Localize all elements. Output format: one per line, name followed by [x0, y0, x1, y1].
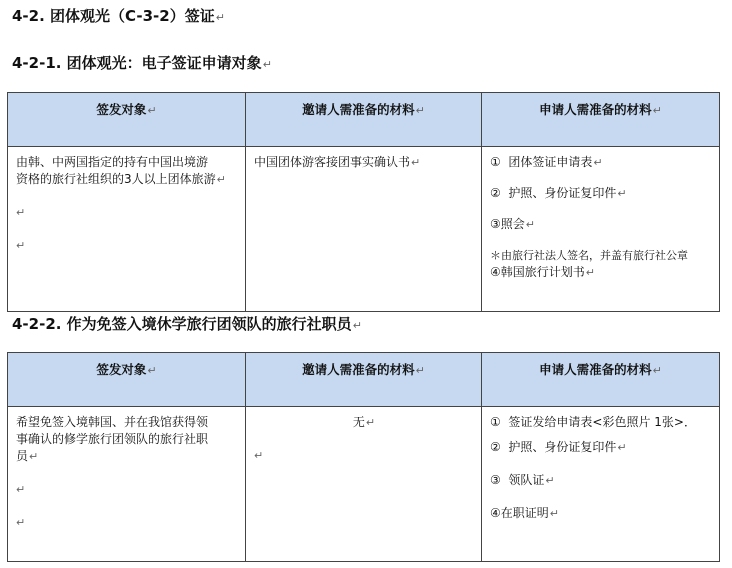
paragraph-mark-icon: ↵ [262, 58, 272, 71]
applicant-material-note: ＊由旅行社法人签名，并盖有旅行社公章 [490, 249, 688, 262]
applicant-material-item: ① 团体签证申请表↵ [490, 155, 603, 169]
paragraph-mark-icon: ↵ [16, 483, 26, 496]
requirements-table-study-tour-leader [7, 352, 720, 562]
issue-target-line: 由韩、中两国指定的持有中国出境游 [16, 155, 209, 169]
section-heading-4-2: 4-2. 团体观光（C-3-2）签证↵ [12, 7, 225, 25]
paragraph-mark-icon: ↵ [352, 319, 362, 332]
inviter-materials-cell [246, 147, 482, 312]
table-row [8, 147, 720, 312]
paragraph-mark-icon: ↵ [16, 206, 26, 219]
applicant-material-item: ③照会↵ [490, 217, 535, 231]
applicant-material-item: ④在职证明↵ [490, 506, 559, 520]
inviter-material-item: 中国团体游客接团事实确认书↵ [254, 155, 421, 169]
applicant-material-item: ④韩国旅行计划书↵ [490, 265, 595, 279]
header-inviter-materials: 邀请人需准备的材料↵ [246, 353, 482, 407]
issue-target-line: 资格的旅行社组织的3人以上团体旅游↵ [16, 172, 226, 186]
inviter-material-item: 无↵ [352, 415, 376, 429]
applicant-material-item: ③ 领队证↵ [490, 473, 555, 487]
section-heading-4-2-2: 4-2-2. 作为免签入境休学旅行团领队的旅行社职员↵ [12, 315, 362, 333]
inviter-materials-cell [246, 407, 482, 562]
issue-target-cell [8, 407, 246, 562]
paragraph-mark-icon: ↵ [215, 11, 225, 24]
issue-target-cell [8, 147, 246, 312]
issue-target-line: 员↵ [16, 449, 39, 463]
applicant-material-item: ① 签证发给申请表<彩色照片 1张>． [490, 415, 696, 429]
header-applicant-materials: 申请人需准备的材料↵ [482, 93, 720, 147]
header-issue-target: 签发对象↵ [8, 353, 246, 407]
applicant-material-item: ② 护照、身份证复印件↵ [490, 186, 627, 200]
table-header-row [8, 353, 720, 407]
table-row [8, 407, 720, 562]
section-heading-4-2-1: 4-2-1. 团体观光：电子签证申请对象↵ [12, 54, 272, 72]
paragraph-mark-icon: ↵ [16, 239, 26, 252]
header-applicant-materials: 申请人需准备的材料↵ [482, 353, 720, 407]
table-header-row [8, 93, 720, 147]
requirements-table-group-tour [7, 92, 720, 312]
header-inviter-materials: 邀请人需准备的材料↵ [246, 93, 482, 147]
header-issue-target: 签发对象↵ [8, 93, 246, 147]
paragraph-mark-icon: ↵ [254, 449, 264, 462]
applicant-materials-cell [482, 147, 720, 312]
applicant-material-item: ② 护照、身份证复印件↵ [490, 440, 627, 454]
paragraph-mark-icon: ↵ [16, 516, 26, 529]
issue-target-line: 事确认的修学旅行团领队的旅行社职 [16, 432, 209, 446]
issue-target-line: 希望免签入境韩国、并在我馆获得领 [16, 415, 209, 429]
applicant-materials-cell [482, 407, 720, 562]
